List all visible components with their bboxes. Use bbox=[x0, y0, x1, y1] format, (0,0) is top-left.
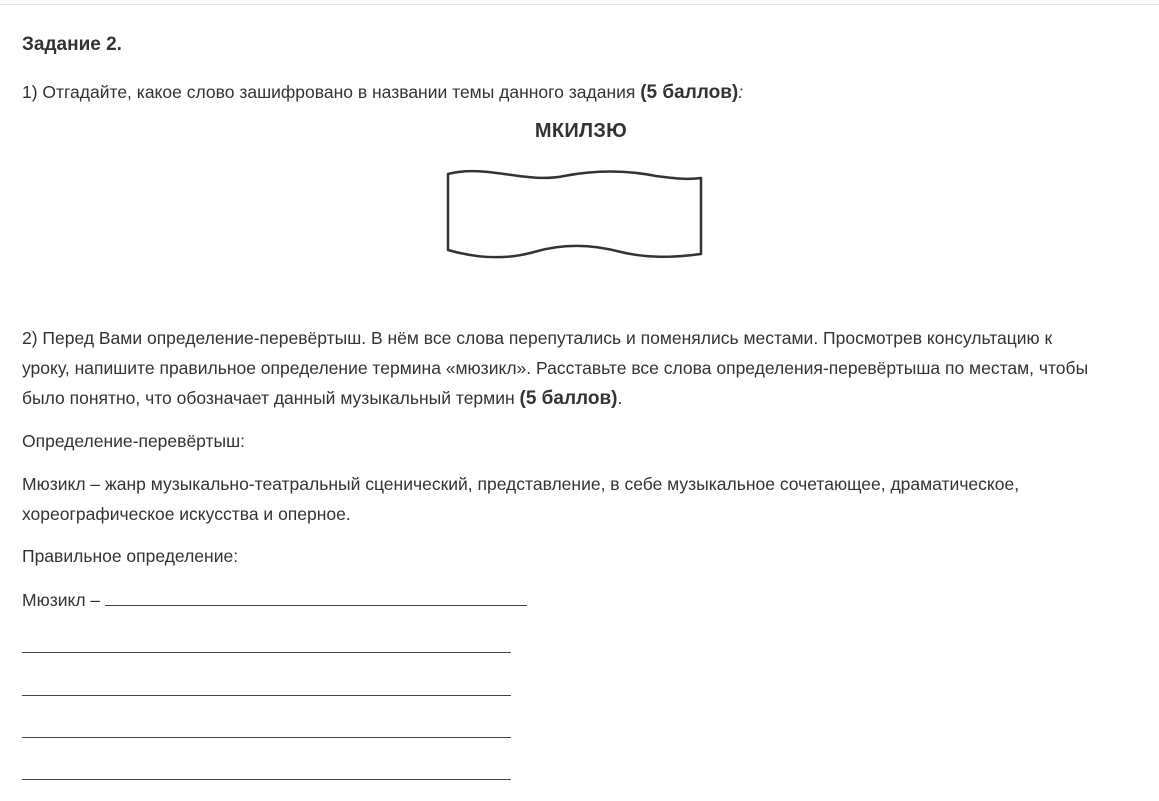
part2-question bbox=[22, 323, 1132, 414]
part1-colon: : bbox=[738, 82, 744, 102]
scrambled-label: Определение-перевёртыш: bbox=[22, 431, 246, 451]
part1-text: 1) Отгадайте, какое слово зашифровано в названии темы данного задания bbox=[22, 82, 641, 102]
scrambled-line-1: Мюзикл – жанр музыкально-театральный сценический, представление, в себе музыкальное сочетающее, драматическое, bbox=[22, 474, 1020, 494]
part2-line-3-text: было понятно, что обозначает данный музыкальный термин bbox=[22, 388, 520, 408]
part2-line-3 bbox=[22, 383, 1132, 414]
scrambled-line-2: хореографическое искусства и оперное. bbox=[22, 504, 351, 524]
answer-blank-4[interactable] bbox=[22, 737, 511, 738]
part1-question bbox=[22, 77, 743, 108]
answer-prefix: Мюзикл – bbox=[22, 590, 106, 610]
part2-line-1: 2) Перед Вами определение-перевёртыш. В нём все слова перепутались и поменялись местами. Просмотрев консультацию к bbox=[22, 328, 1053, 348]
top-divider bbox=[0, 4, 1159, 5]
part2-period: . bbox=[617, 388, 623, 408]
answer-blank-5[interactable] bbox=[22, 779, 511, 780]
answer-banner-box[interactable] bbox=[446, 166, 706, 266]
answer-blank-2[interactable] bbox=[22, 652, 511, 653]
part2-points: (5 баллов) bbox=[519, 388, 618, 409]
task-heading: Задание 2. bbox=[22, 34, 122, 55]
correct-label: Правильное определение: bbox=[22, 546, 239, 566]
answer-blank-1[interactable] bbox=[105, 604, 527, 606]
part1-points: (5 баллов) bbox=[640, 82, 739, 103]
cipher-word: МКИЛЗЮ bbox=[534, 120, 628, 142]
part2-line-2: уроку, напишите правильное определение термина «мюзикл». Расставьте все слова определения-перевёртыша по местам, чтобы bbox=[22, 358, 1089, 378]
answer-first-line bbox=[22, 585, 527, 615]
answer-blank-3[interactable] bbox=[22, 695, 511, 696]
scrambled-definition bbox=[22, 469, 1132, 529]
